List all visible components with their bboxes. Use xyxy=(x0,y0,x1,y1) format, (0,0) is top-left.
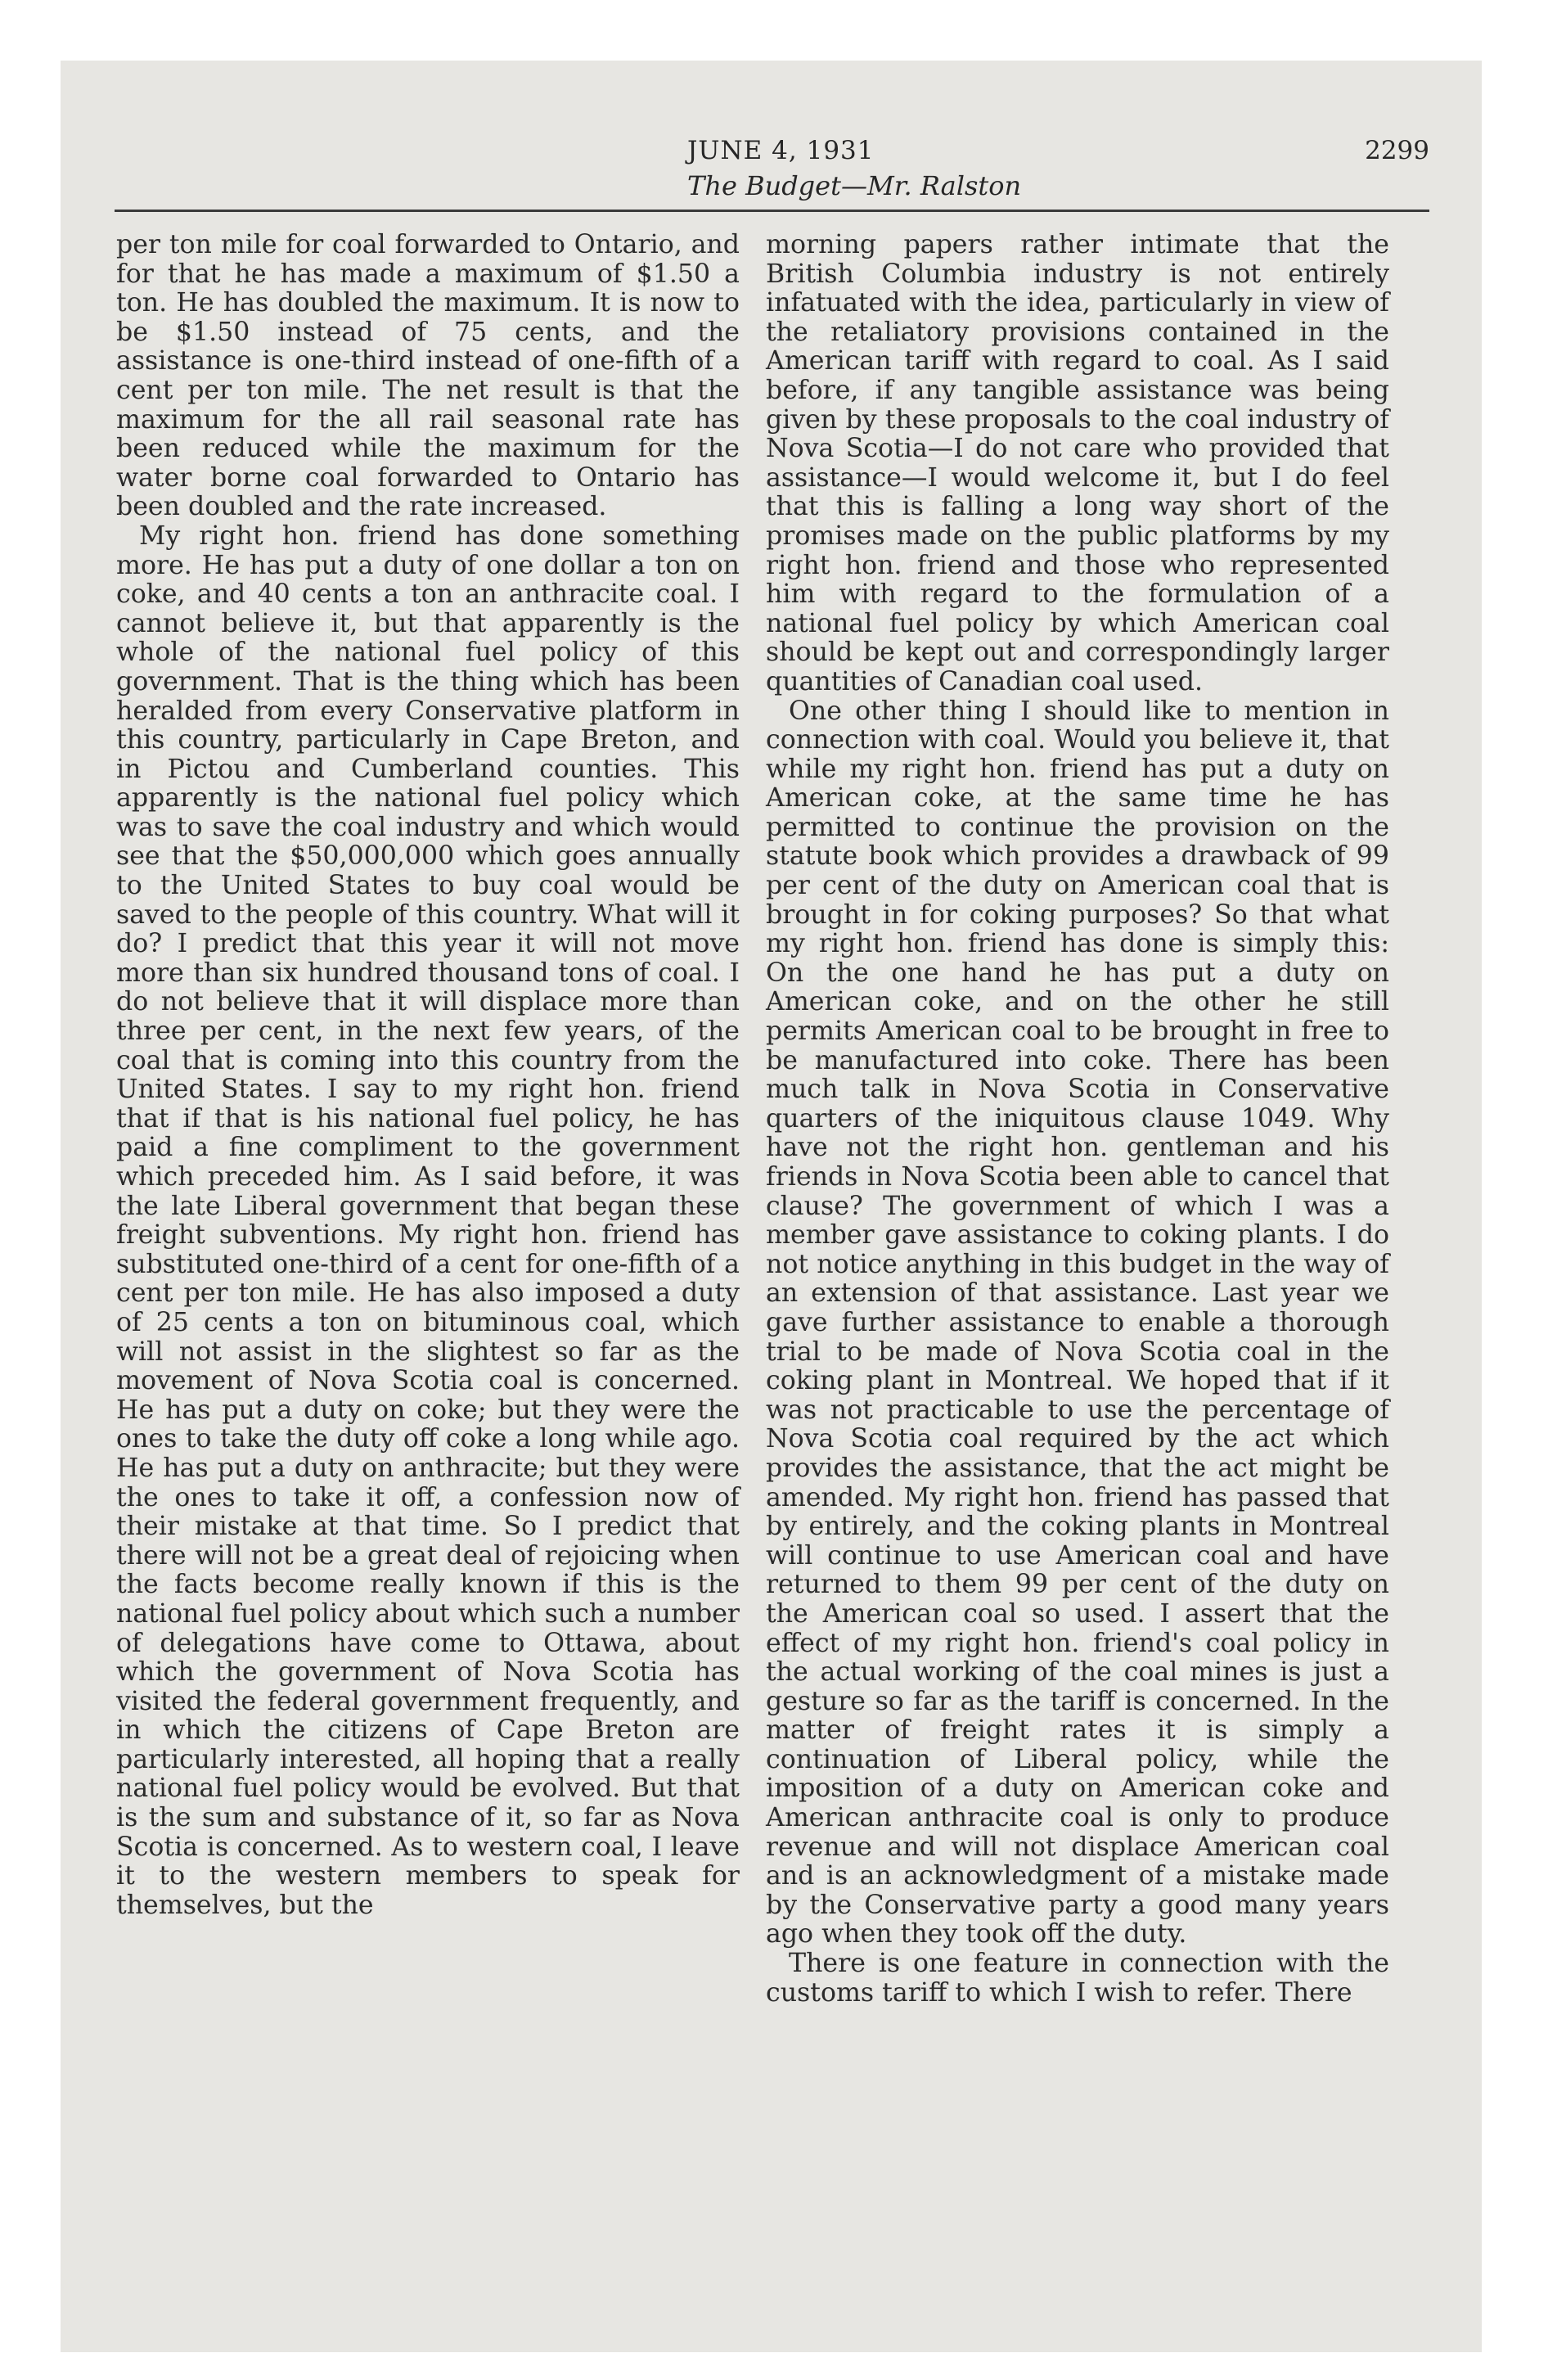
paragraph: One other thing I should like to mention in connection with coal. Would you believe it, that while my right hon. friend has put a duty on American coke, at the same time he has permitted to continue the provision on the statute book which provides a drawback of 99 per cent of the duty on American coal that is brought in for coking purposes? So that what my right hon. friend has done is simply this: On the one hand he has put a duty on American coke, and on the other he still permits American coal to be brought in free to be manufactured into coke. There has been much talk in Nova Scotia in Conservative quarters of the iniquitous clause 1049. Why have not the right hon. gentleman and his friends in Nova Scotia been able to cancel that clause? The government of which I was a member gave assistance to coking plants. I do not notice anything in this budget in the way of an extension of that assistance. Last year we gave further assistance to enable a thorough trial to be made of Nova Scotia coal in the coking plant in Montreal. We hoped that if it was not practicable to use the percentage of Nova Scotia coal required by the act which provides the assistance, that the act might be amended. My right hon. friend has passed that by entirely, and the coking plants in Montreal will continue to use American coal and have returned to them 99 per cent of the duty on the American coal so used. I assert that the effect of my right hon. friend's coal policy in the actual working of the coal mines is just a gesture so far as the tariff is concerned. In the matter of freight rates it is simply a continuation of Liberal policy, while the imposition of a duty on American coke and American anthracite coal is only to produce revenue and will not displace American coal and is an acknowledgment of a mistake made by the Conservative party a good many years ago when they took off the duty. xyxy=(766,696,1389,1950)
right-column xyxy=(766,231,1389,2008)
paragraph: per ton mile for coal forwarded to Ontario, and for that he has made a maximum of $1.50 a ton. He has doubled the maximum. It is now to be $1.50 instead of 75 cents, and the assistance is one-third instead of one-fifth of a cent per ton mile. The net result is that the maximum for the all rail seasonal rate has been reduced while the maximum for the water borne coal forwarded to Ontario has been doubled and the rate increased. xyxy=(116,230,740,522)
header-rule xyxy=(115,210,1429,212)
header-date: JUNE 4, 1931 xyxy=(687,136,875,165)
scanned-page xyxy=(61,61,1482,2352)
header-title: The Budget—Mr. Ralston xyxy=(687,170,1022,201)
page-number: 2299 xyxy=(1365,136,1429,165)
paragraph: My right hon. friend has done something more. He has put a duty of one dollar a ton on coke, and 40 cents a ton an anthracite coal. I cannot believe it, but that apparently is the whole of the national fuel policy of this government. That is the thing which has been heralded from every Conservative platform in this country, particularly in Cape Breton, and in Pictou and Cumberland counties. This apparently is the national fuel policy which was to save the coal industry and which would see that the $50,000,000 which goes annually to the United States to buy coal would be saved to the people of this country. What will it do? I predict that this year it will not move more than six hundred thousand tons of coal. I do not believe that it will displace more than three per cent, in the next few years, of the coal that is coming into this country from the United States. I say to my right hon. friend that if that is his national fuel policy, he has paid a fine compliment to the government which preceded him. As I said before, it was the late Liberal government that began these freight subventions. My right hon. friend has substituted one-third of a cent for one-fifth of a cent per ton mile. He has also imposed a duty of 25 cents a ton on bituminous coal, which will not assist in the slightest so far as the movement of Nova Scotia coal is concerned. He has put a duty on coke; but they were the ones to take the duty off coke a long while ago. He has put a duty on anthracite; but they were the ones to take it off, a confession now of their mistake at that time. So I predict that there will not be a great deal of rejoicing when the facts become really known if this is the national fuel policy about which such a number of delegations have come to Ottawa, about which the government of Nova Scotia has visited the federal government frequently, and in which the citizens of Cape Breton are particularly interested, all hoping that a really national fuel policy would be evolved. But that is the sum and substance of it, so far as Nova Scotia is concerned. As to western coal, I leave it to the western members to speak for themselves, but the xyxy=(116,521,740,1920)
paragraph: morning papers rather intimate that the British Columbia industry is not entirely infatuated with the idea, particularly in view of the retaliatory provisions contained in the American tariff with regard to coal. As I said before, if any tangible assistance was being given by these proposals to the coal industry of Nova Scotia—I do not care who provided that assistance—I would welcome it, but I do feel that this is falling a long way short of the promises made on the public platforms by my right hon. friend and those who represented him with regard to the formulation of a national fuel policy by which American coal should be kept out and correspondingly larger quantities of Canadian coal used. xyxy=(766,230,1389,696)
left-column xyxy=(116,231,740,1920)
paragraph: There is one feature in connection with the customs tariff to which I wish to refer. There xyxy=(766,1949,1389,2008)
